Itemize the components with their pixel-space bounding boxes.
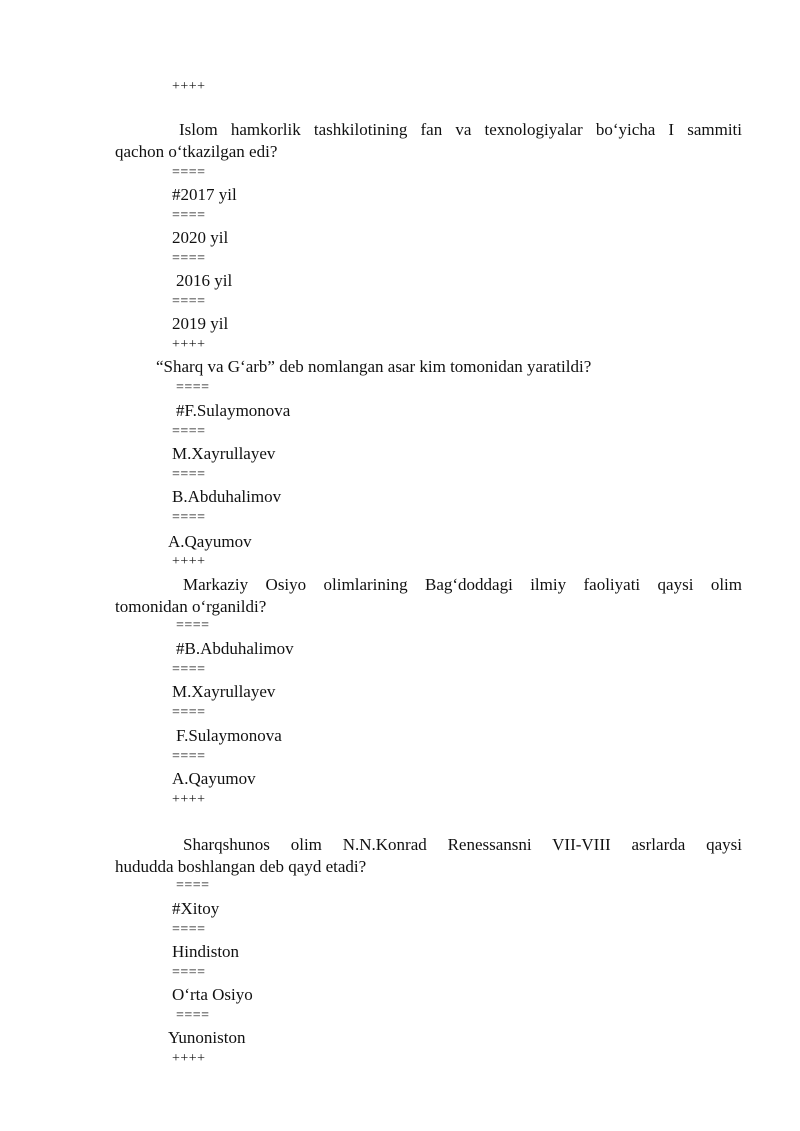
answer-option-correct: #F.Sulaymonova: [176, 401, 291, 420]
option-separator: ====: [172, 510, 206, 525]
question-text: “Sharq va G‘arb” deb nomlangan asar kim tomonidan yaratildi?: [156, 357, 592, 376]
question-text: [115, 119, 742, 163]
question-line: qachon o‘tkazilgan edi?: [115, 142, 278, 161]
option-separator: ====: [176, 878, 210, 893]
answer-option-correct: #2017 yil: [172, 185, 237, 204]
answer-option: 2020 yil: [172, 228, 229, 247]
option-separator: ====: [172, 165, 206, 180]
question-line: Islom hamkorlik tashkilotining fan va texnologiyalar bo‘yicha I sammiti: [179, 120, 742, 139]
answer-option: A.Qayumov: [172, 769, 256, 788]
answer-option: M.Xayrullayev: [172, 444, 276, 463]
block-marker: ++++: [172, 792, 206, 807]
answer-option: 2016 yil: [176, 271, 233, 290]
option-separator: ====: [172, 424, 206, 439]
answer-option: B.Abduhalimov: [172, 487, 282, 506]
answer-option: F.Sulaymonova: [176, 726, 282, 745]
option-separator: ====: [172, 749, 206, 764]
question-line: tomonidan o‘rganildi?: [115, 597, 267, 616]
option-separator: ====: [176, 1008, 210, 1023]
option-separator: ====: [176, 380, 210, 395]
answer-option: M.Xayrullayev: [172, 682, 276, 701]
question-text: [115, 574, 742, 618]
question-line: Markaziy Osiyo olimlarining Bag‘doddagi ilmiy faoliyati qaysi olim: [183, 575, 742, 594]
option-separator: ====: [172, 294, 206, 309]
answer-option-correct: #Xitoy: [172, 899, 220, 918]
answer-option: O‘rta Osiyo: [172, 985, 253, 1004]
question-line: Sharqshunos olim N.N.Konrad Renessansni VII-VIII asrlarda qaysi: [183, 835, 742, 854]
answer-option: Yunoniston: [168, 1028, 246, 1047]
question-text: [115, 834, 742, 878]
block-marker: ++++: [172, 554, 206, 569]
block-marker: ++++: [172, 1051, 206, 1066]
answer-option: Hindiston: [172, 942, 240, 961]
option-separator: ====: [172, 705, 206, 720]
option-separator: ====: [172, 662, 206, 677]
answer-option: A.Qayumov: [168, 532, 252, 551]
question-line: hududda boshlangan deb qayd etadi?: [115, 857, 367, 876]
answer-option: 2019 yil: [172, 314, 229, 333]
block-marker: ++++: [172, 79, 206, 94]
option-separator: ====: [172, 965, 206, 980]
answer-option-correct: #B.Abduhalimov: [176, 639, 294, 658]
option-separator: ====: [172, 251, 206, 266]
option-separator: ====: [172, 922, 206, 937]
option-separator: ====: [172, 467, 206, 482]
block-marker: ++++: [172, 337, 206, 352]
option-separator: ====: [172, 208, 206, 223]
option-separator: ====: [176, 618, 210, 633]
